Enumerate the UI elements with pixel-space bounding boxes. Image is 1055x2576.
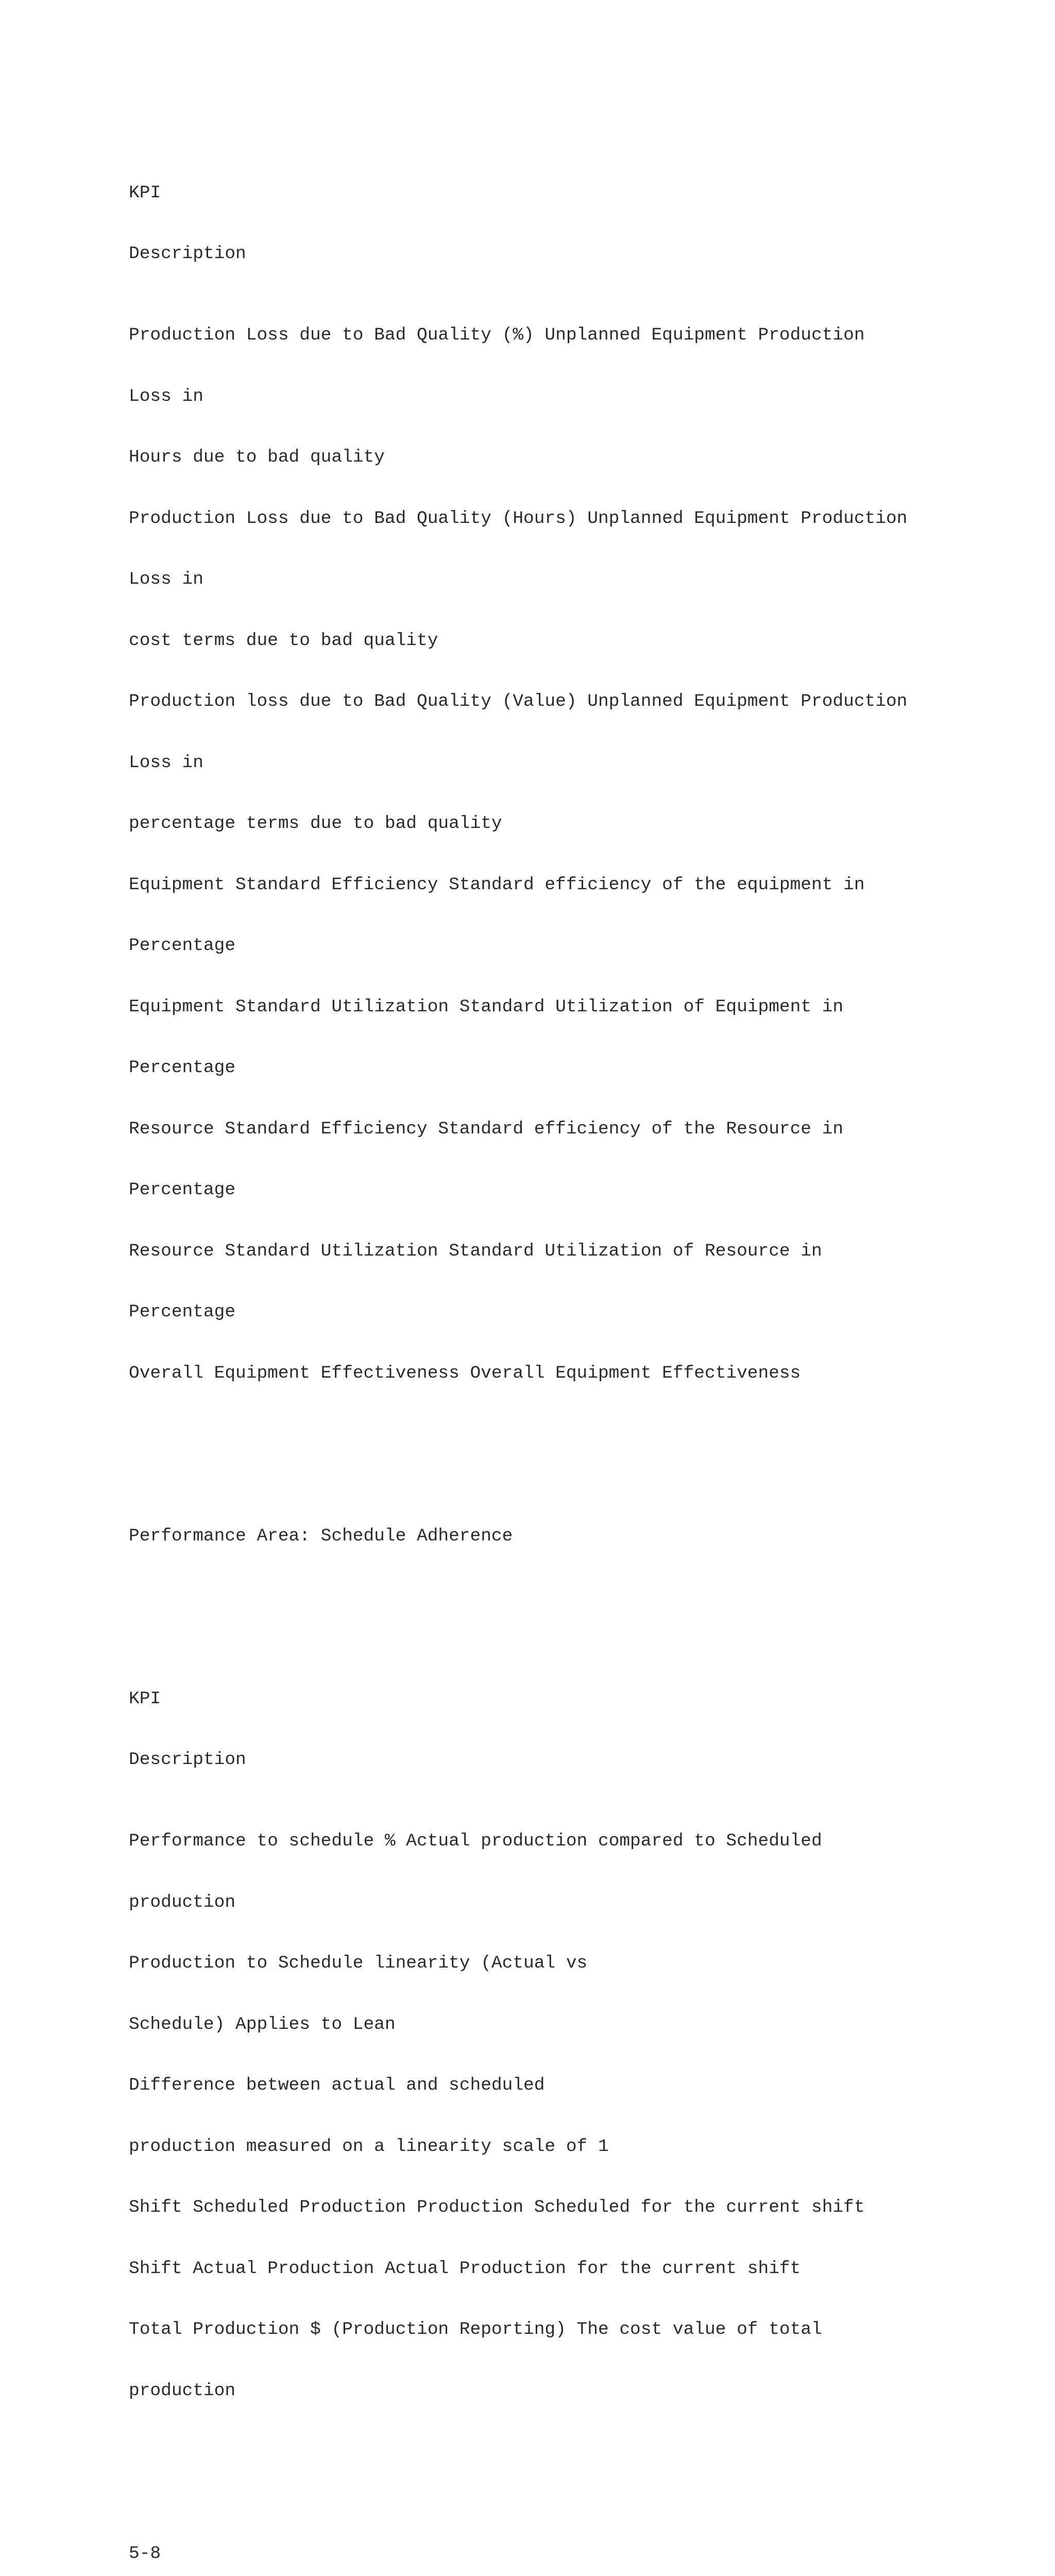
kpi-row-text: Production to Schedule linearity (Actual vs [129, 1953, 588, 1973]
kpi-row-text: Equipment Standard Efficiency Standard efficiency of the equipment in [129, 874, 865, 895]
kpi-row-text: Overall Equipment Effectiveness Overall Equipment Effectiveness [129, 1363, 801, 1383]
kpi-row-text: Shift Scheduled Production Production Scheduled for the current shift [129, 2197, 865, 2217]
performance-area-heading: Performance Area: Schedule Adherence [129, 1526, 513, 1546]
kpi-row-text: Total Production $ (Production Reporting) The cost value of total [129, 2319, 822, 2340]
kpi-row-text: Loss in [129, 386, 203, 406]
kpi-row-text: production measured on a linearity scale of 1 [129, 2136, 609, 2157]
kpi-column-header: KPI [129, 182, 161, 203]
blank-line [129, 1607, 907, 1628]
kpi-row-text: Percentage [129, 1058, 236, 1078]
kpi-row-text: Production Loss due to Bad Quality (%) Unplanned Equipment Production [129, 325, 865, 345]
kpi-row-text: production [129, 2380, 236, 2401]
kpi-row-text: Loss in [129, 752, 203, 773]
description-column-header: Description [129, 1750, 246, 1770]
kpi-row-text: Loss in [129, 569, 203, 589]
kpi-column-header: KPI [129, 1688, 161, 1709]
kpi-row-text: Percentage [129, 1302, 236, 1322]
kpi-row-text: percentage terms due to bad quality [129, 814, 502, 834]
kpi-row-text: Percentage [129, 936, 236, 956]
kpi-row-text: Difference between actual and scheduled [129, 2075, 545, 2095]
kpi-row-text: Resource Standard Efficiency Standard efficiency of the Resource in [129, 1118, 844, 1139]
kpi-row-text: cost terms due to bad quality [129, 630, 438, 651]
page-number: 5-8 [129, 2543, 161, 2564]
kpi-row-text: Shift Actual Production Actual Production for the current shift [129, 2258, 801, 2279]
blank-line [129, 1445, 907, 1465]
kpi-row-text: Schedule) Applies to Lean [129, 2014, 396, 2035]
kpi-row-text: Equipment Standard Utilization Standard Utilization of Equipment in [129, 996, 844, 1017]
kpi-row-text: Hours due to bad quality [129, 447, 385, 467]
kpi-row-text: Percentage [129, 1180, 236, 1200]
kpi-row-text: production [129, 1892, 236, 1912]
kpi-row-text: Production loss due to Bad Quality (Value) Unplanned Equipment Production [129, 691, 908, 711]
kpi-row-text: Production Loss due to Bad Quality (Hours) Unplanned Equipment Production [129, 508, 908, 529]
document-body [129, 122, 907, 2576]
blank-line [129, 2462, 907, 2483]
kpi-row-text: Resource Standard Utilization Standard Utilization of Resource in [129, 1241, 822, 1261]
kpi-row-text: Performance to schedule % Actual production compared to Scheduled [129, 1831, 822, 1851]
description-column-header: Description [129, 244, 246, 264]
